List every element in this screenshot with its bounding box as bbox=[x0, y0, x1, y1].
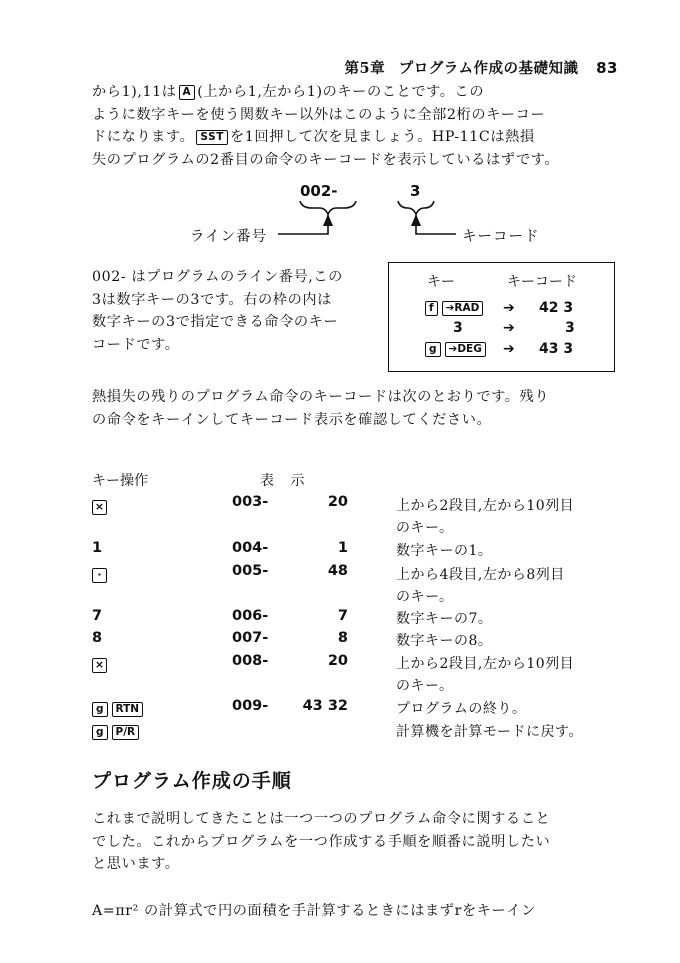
row-4-code: 7 bbox=[337, 608, 348, 624]
row-2-desc: 数字キーの1。 bbox=[396, 543, 493, 559]
row-6-code: 20 bbox=[327, 653, 348, 669]
side-line-3: 数字キーの3で指定できる命令のキー bbox=[92, 314, 339, 330]
display-key-code: 3 bbox=[410, 182, 421, 200]
para3-line-3: と思います。 bbox=[92, 856, 180, 872]
row-6-desc-line-1: 上から2段目,左から10列目 bbox=[396, 656, 575, 672]
para3-line-2: でした。これからプログラムを一つ作成する手順を順番に説明したい bbox=[92, 833, 551, 850]
pr-key: P/R bbox=[112, 725, 140, 740]
row-6-desc bbox=[396, 653, 574, 697]
para2-line-2: の命令をキーインしてキーコード表示を確認してください。 bbox=[92, 411, 492, 428]
row-8-desc: 計算機を計算モードに戻す。 bbox=[396, 724, 583, 740]
intro-line-1b: (上から1,左から1)のキーのことです。この bbox=[197, 84, 485, 100]
key-code-label: キーコード bbox=[462, 229, 540, 245]
row-7-line: 009- bbox=[232, 698, 269, 714]
decimal-key-icon: · bbox=[92, 568, 107, 583]
row-5-code: 8 bbox=[337, 630, 348, 646]
paragraph-3 bbox=[92, 808, 622, 876]
row-4-line: 006- bbox=[232, 608, 269, 624]
para3-line-1: これまで説明してきたことは一つ一つのプログラム命令に関すること bbox=[92, 811, 551, 827]
intro-line-3b: を1回押して次を見ましょう。HP-11Cは熱損 bbox=[230, 129, 535, 145]
row-3-line: 005- bbox=[232, 563, 269, 579]
box-row-3-keys bbox=[423, 341, 488, 357]
intro-paragraph bbox=[92, 81, 622, 171]
side-paragraph bbox=[92, 266, 382, 356]
box-col-code: キーコード bbox=[507, 274, 577, 290]
box-row-1-keys bbox=[423, 300, 485, 316]
row-1-code: 20 bbox=[327, 494, 348, 510]
side-line-4: コードです。 bbox=[92, 336, 180, 353]
box-row-3-code: 43 3 bbox=[539, 341, 574, 357]
box-row-3-arrow: ➔ bbox=[503, 341, 515, 357]
g-key: g bbox=[425, 342, 441, 357]
deg-key: ➔DEG bbox=[445, 342, 486, 357]
box-col-key: キー bbox=[427, 274, 455, 290]
row-1-desc bbox=[396, 495, 574, 539]
multiply-key-icon: × bbox=[92, 500, 107, 515]
side-line-2: 3は数字キーの3です。右の枠の内は bbox=[92, 291, 332, 308]
row-8-key bbox=[90, 721, 141, 740]
row-6-desc-line-2: のキー。 bbox=[396, 678, 454, 694]
para2-line-1: 熱損失の残りのプログラム命令のキーコードは次のとおりです。残り bbox=[92, 389, 550, 405]
row-4-key: 7 bbox=[92, 608, 103, 624]
key-A: A bbox=[179, 85, 196, 100]
key-code-box bbox=[388, 262, 615, 372]
box-row-1-arrow: ➔ bbox=[503, 300, 515, 316]
row-2-line: 004- bbox=[232, 540, 269, 556]
box-row-2-arrow: ➔ bbox=[503, 320, 515, 336]
row-3-desc-line-2: のキー。 bbox=[396, 589, 454, 605]
side-line-1: 002- はプログラムのライン番号,この bbox=[92, 269, 343, 285]
row-4-desc: 数字キーの7。 bbox=[396, 611, 493, 627]
multiply-key-icon: × bbox=[92, 658, 107, 673]
row-5-key: 8 bbox=[92, 630, 103, 646]
col-header-display: 表 示 bbox=[260, 473, 311, 489]
g-key: g bbox=[92, 702, 108, 717]
display-line-number: 002- bbox=[300, 182, 338, 200]
row-6-key bbox=[92, 653, 107, 673]
f-key: f bbox=[425, 301, 438, 316]
col-header-key: キー操作 bbox=[92, 473, 148, 489]
rad-key: ➔RAD bbox=[442, 301, 484, 316]
page-number: 83 bbox=[596, 59, 618, 77]
key-SST: SST bbox=[196, 130, 228, 145]
row-1-desc-line-1: 上から2段目,左から10列目 bbox=[396, 498, 575, 514]
box-row-2-key: 3 bbox=[453, 320, 463, 336]
intro-line-3a: ドになります。 bbox=[92, 129, 195, 145]
chapter-label: 第5章 bbox=[344, 60, 386, 77]
row-3-code: 48 bbox=[327, 563, 348, 579]
box-row-1-code: 42 3 bbox=[539, 300, 574, 316]
line-number-label: ライン番号 bbox=[190, 229, 268, 245]
row-1-desc-line-2: のキー。 bbox=[396, 520, 454, 536]
intro-line-4: 失のプログラムの2番目の命令のキーコードを表示しているはずです。 bbox=[92, 151, 560, 168]
row-7-desc: プログラムの終り。 bbox=[396, 701, 527, 717]
g-key: g bbox=[92, 725, 108, 740]
box-row-2-code: 3 bbox=[565, 320, 575, 336]
chapter-title: プログラム作成の基礎知識 bbox=[398, 60, 579, 77]
row-3-desc bbox=[396, 564, 565, 608]
row-7-key bbox=[90, 698, 145, 717]
row-5-line: 007- bbox=[232, 630, 269, 646]
row-2-key: 1 bbox=[92, 540, 103, 556]
intro-line-2: ように数字キーを使う関数キー以外はこのように全部2桁のキーコー bbox=[92, 106, 546, 123]
row-1-key bbox=[92, 495, 107, 515]
row-3-desc-line-1: 上から4段目,左から8列目 bbox=[396, 567, 565, 583]
row-7-code: 43 32 bbox=[302, 698, 348, 714]
row-2-code: 1 bbox=[337, 540, 348, 556]
intro-line-1a: から1),11は bbox=[92, 84, 177, 100]
paragraph-2 bbox=[92, 386, 622, 431]
rtn-key: RTN bbox=[112, 702, 144, 717]
paragraph-4: A=πr² の計算式で円の面積を手計算するときにはまずrをキーイン bbox=[92, 903, 536, 919]
row-3-key bbox=[92, 563, 107, 583]
running-header bbox=[345, 57, 618, 78]
section-title: プログラム作成の手順 bbox=[92, 770, 292, 792]
row-1-line: 003- bbox=[232, 494, 269, 510]
row-6-line: 008- bbox=[232, 653, 269, 669]
row-5-desc: 数字キーの8。 bbox=[396, 633, 493, 649]
